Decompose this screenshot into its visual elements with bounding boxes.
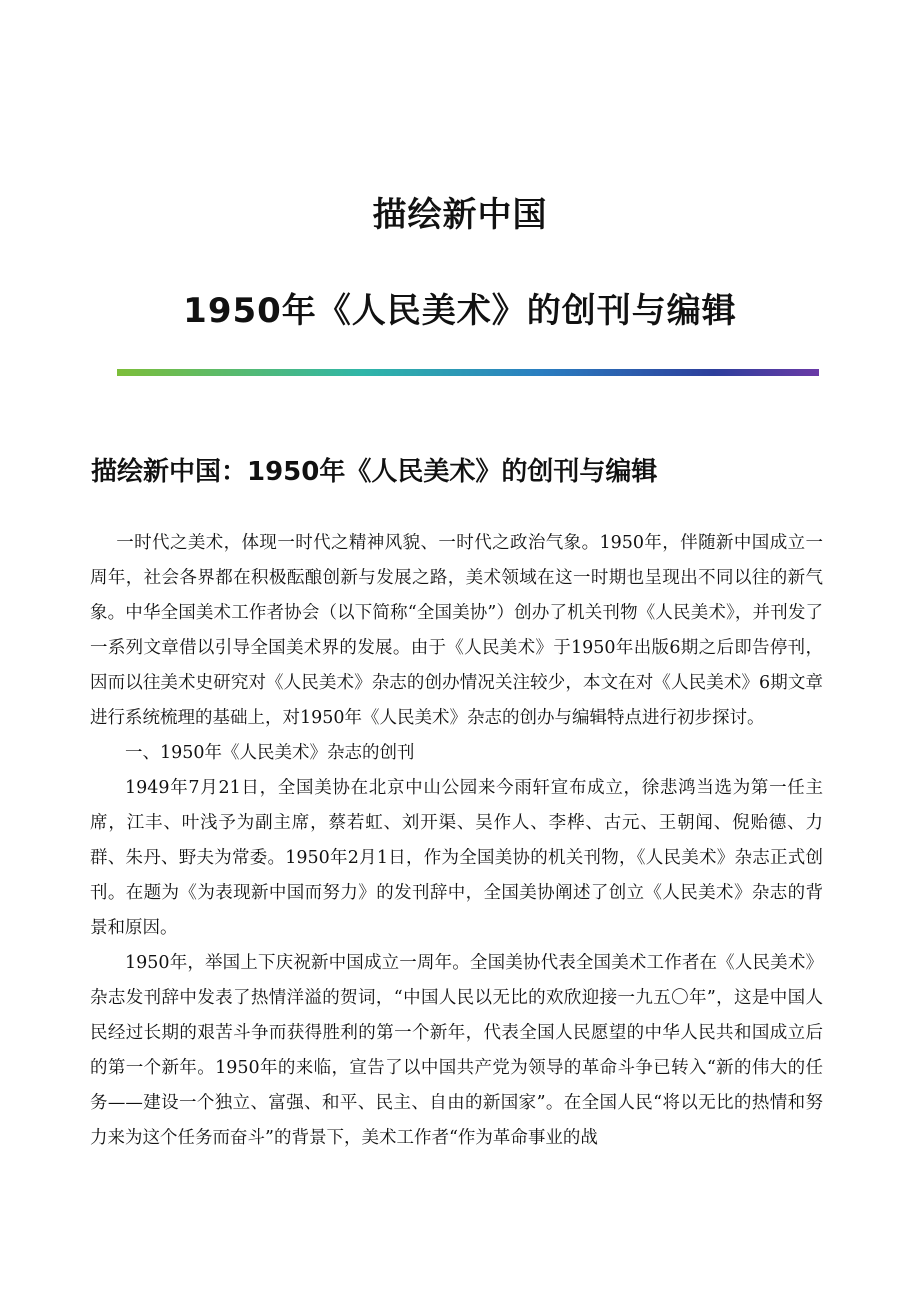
cover-title-line2: 1950年《人民美术》的创刊与编辑 bbox=[183, 291, 737, 331]
paragraph-intro: 一时代之美术，体现一时代之精神风貌、一时代之政治气象。1950年，伴随新中国成立一周年，社会各界都在积极酝酿创新与发展之路，美术领域在这一时期也呈现出不同以往的新气象。中华全国美术工作者协会（以下简称“全国美协”）创办了机关刊物《人民美术》，并刊发了一系列文章借以引导全国美术界的发展。由于《人民美术》于1950年出版6期之后即告停刊，因而以往美术史研究对《人民美术》杂志的创办情况关注较少，本文在对《人民美术》6期文章进行系统梳理的基础上，对1950年《人民美术》杂志的创办与编辑特点进行初步探讨。 bbox=[90, 533, 823, 728]
article-body bbox=[90, 526, 823, 1156]
cover-title-line1: 描绘新中国 bbox=[372, 195, 548, 235]
gradient-divider bbox=[117, 369, 819, 376]
paragraph-celebration: 1950年，举国上下庆祝新中国成立一周年。全国美协代表全国美术工作者在《人民美术》杂志发刊辞中发表了热情洋溢的贺词，“中国人民以无比的欢欣迎接一九五〇年”，这是中国人民经过长期的艰苦斗争而获得胜利的第一个新年，代表全国人民愿望的中华人民共和国成立后的第一个新年。1950年的来临，宣告了以中国共产党为领导的革命斗争已转入“新的伟大的任务——建设一个独立、富强、和平、民主、自由的新国家”。在全国人民“将以无比的热情和努力来为这个任务而奋斗”的背景下，美术工作者“作为革命事业的战 bbox=[90, 953, 823, 1148]
paragraph-subheading: 一、1950年《人民美术》杂志的创刊 bbox=[125, 743, 415, 763]
section-title: 描绘新中国：1950年《人民美术》的创刊与编辑 bbox=[91, 457, 658, 487]
paragraph-founding: 1949年7月21日，全国美协在北京中山公园来今雨轩宣布成立，徐悲鸿当选为第一任主席，江丰、叶浅予为副主席，蔡若虹、刘开渠、吴作人、李桦、古元、王朝闻、倪贻德、力群、朱丹、野夫为常委。1950年2月1日，作为全国美协的机关刊物，《人民美术》杂志正式创刊。在题为《为表现新中国而努力》的发刊辞中，全国美协阐述了创立《人民美术》杂志的背景和原因。 bbox=[90, 778, 823, 938]
